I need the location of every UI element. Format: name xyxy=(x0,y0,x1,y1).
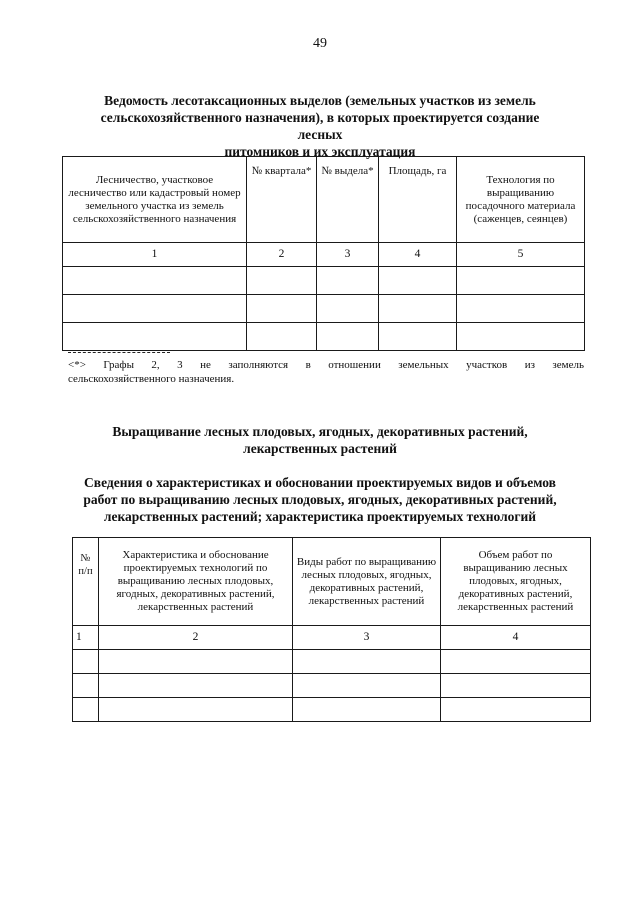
section2-title-line: лекарственных растений xyxy=(243,441,397,456)
table-cell xyxy=(317,323,379,351)
table-cell xyxy=(379,267,457,295)
table-cell xyxy=(441,698,591,722)
column-number: 4 xyxy=(379,243,457,267)
page-number: 49 xyxy=(313,36,327,51)
section1-title xyxy=(80,92,560,160)
table-cell xyxy=(99,650,293,674)
plants-works-table xyxy=(72,537,591,722)
table-cell xyxy=(457,323,585,351)
table-cell xyxy=(317,267,379,295)
table-cell xyxy=(99,698,293,722)
column-number: 3 xyxy=(317,243,379,267)
table-row xyxy=(73,674,591,698)
header-work-types: Виды работ по выращиванию лесных плодовых, ягодных, декоративных растений, лекарственных растений xyxy=(293,538,441,626)
table-cell xyxy=(293,650,441,674)
table-cell xyxy=(441,650,591,674)
column-number-row xyxy=(63,243,585,267)
table-cell xyxy=(457,267,585,295)
table-cell xyxy=(379,295,457,323)
header-item-no: № п/п xyxy=(73,538,99,626)
table-cell xyxy=(441,674,591,698)
table-cell xyxy=(63,323,247,351)
header-technology: Технология по выращиванию посадочного материала (саженцев, сеянцев) xyxy=(457,157,585,243)
table-cell xyxy=(247,295,317,323)
table-row xyxy=(73,698,591,722)
table-row xyxy=(63,267,585,295)
column-number: 3 xyxy=(293,626,441,650)
table-cell xyxy=(63,295,247,323)
nursery-plots-table xyxy=(62,156,585,351)
table-row xyxy=(63,323,585,351)
table-cell xyxy=(317,295,379,323)
header-allotment-no: № выдела* xyxy=(317,157,379,243)
table-cell xyxy=(73,674,99,698)
table-row xyxy=(73,650,591,674)
header-work-volume: Объем работ по выращиванию лесных плодовых, ягодных, декоративных растений, лекарственных растений xyxy=(441,538,591,626)
table-cell xyxy=(63,267,247,295)
table-cell xyxy=(247,323,317,351)
table-cell xyxy=(293,698,441,722)
footnote-line: сельскохозяйственного назначения. xyxy=(68,373,235,385)
table-header-row xyxy=(73,538,591,626)
table-cell xyxy=(379,323,457,351)
table-cell xyxy=(73,650,99,674)
section2-subtitle xyxy=(80,474,560,525)
footnote-line: <*> Графы 2, 3 не заполняются в отношении земельных участков из земель xyxy=(68,359,584,371)
column-number: 1 xyxy=(63,243,247,267)
header-forestry: Лесничество, участковое лесничество или кадастровый номер земельного участка из земель сельскохозяйственного назначения xyxy=(63,157,247,243)
section2-title-line: Выращивание лесных плодовых, ягодных, декоративных растений, xyxy=(112,424,528,439)
header-area: Площадь, га xyxy=(379,157,457,243)
footnote xyxy=(68,358,584,386)
section1-title-line: сельскохозяйственного назначения), в которых проектируется создание лесных xyxy=(100,110,540,142)
section2-subtitle-line: Сведения о характеристиках и обосновании проектируемых видов и объемов xyxy=(84,475,556,490)
table-cell xyxy=(293,674,441,698)
section2-subtitle-line: работ по выращиванию лесных плодовых, ягодных, декоративных растений, xyxy=(83,492,557,507)
footnote-divider xyxy=(68,352,170,353)
column-number: 2 xyxy=(99,626,293,650)
table-header-row xyxy=(63,157,585,243)
column-number: 4 xyxy=(441,626,591,650)
section2-title xyxy=(80,423,560,457)
section1-title-line: питомников и их эксплуатация xyxy=(224,144,416,159)
header-quarter-no: № квартала* xyxy=(247,157,317,243)
table-cell xyxy=(247,267,317,295)
column-number-row xyxy=(73,626,591,650)
column-number: 2 xyxy=(247,243,317,267)
table-row xyxy=(63,295,585,323)
header-technology-characteristics: Характеристика и обоснование проектируемых технологий по выращиванию лесных плодовых, ягодных, декоративных растений, лекарственных растений xyxy=(99,538,293,626)
table-cell xyxy=(73,698,99,722)
column-number: 5 xyxy=(457,243,585,267)
section1-title-line: Ведомость лесотаксационных выделов (земельных участков из земель xyxy=(104,93,536,108)
section2-subtitle-line: лекарственных растений; характеристика проектируемых технологий xyxy=(103,509,537,524)
table-cell xyxy=(457,295,585,323)
column-number: 1 xyxy=(73,626,99,650)
table-cell xyxy=(99,674,293,698)
